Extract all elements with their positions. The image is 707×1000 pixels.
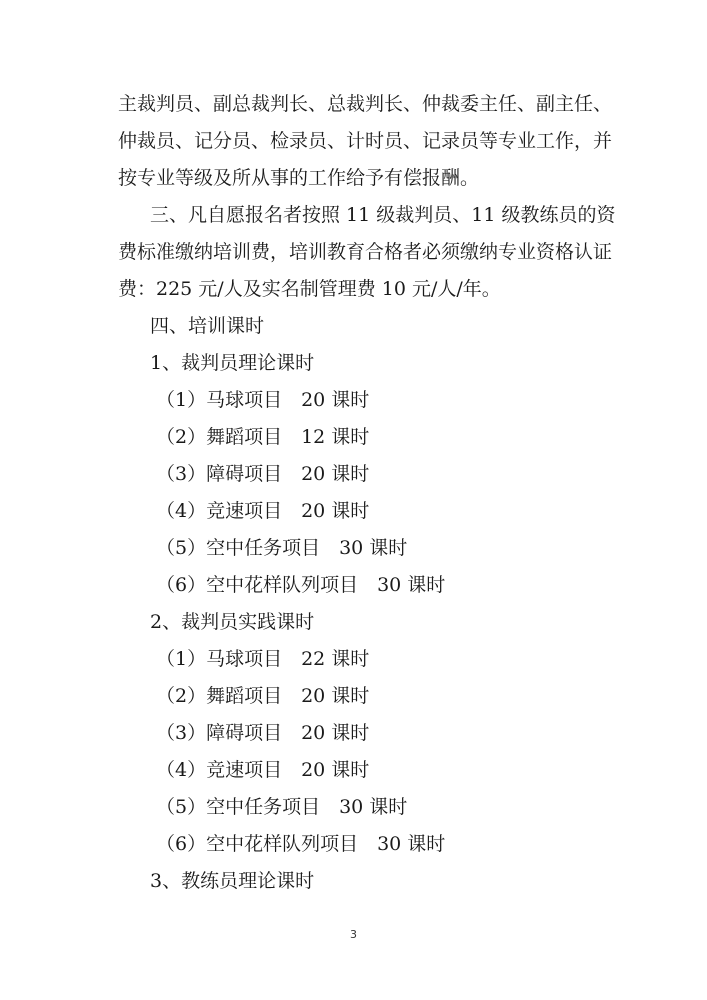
list-item: （5）空中任务项目 30 课时	[156, 537, 408, 559]
subsection-heading: 1、裁判员理论课时	[150, 352, 315, 374]
paragraph-line: 仲裁员、记分员、检录员、计时员、记录员等专业工作，并	[118, 130, 613, 152]
list-item: （4）竞速项目 20 课时	[156, 759, 370, 781]
list-item: （4）竞速项目 20 课时	[156, 500, 370, 522]
list-item: （2）舞蹈项目 20 课时	[156, 685, 370, 707]
list-item: （3）障碍项目 20 课时	[156, 722, 370, 744]
paragraph-line: 按专业等级及所从事的工作给予有偿报酬。	[118, 167, 480, 189]
list-item: （5）空中任务项目 30 课时	[156, 796, 408, 818]
list-item: （6）空中花样队列项目 30 课时	[156, 574, 446, 596]
paragraph-line: 费：225 元/人及实名制管理费 10 元/人/年。	[118, 278, 501, 300]
list-item: （1）马球项目 22 课时	[156, 648, 370, 670]
paragraph-line: 三、凡自愿报名者按照 11 级裁判员、11 级教练员的资	[150, 204, 616, 226]
paragraph-line: 主裁判员、副总裁判长、总裁判长、仲裁委主任、副主任、	[118, 93, 613, 115]
list-item: （3）障碍项目 20 课时	[156, 463, 370, 485]
subsection-heading: 3、教练员理论课时	[150, 870, 315, 892]
list-item: （1）马球项目 20 课时	[156, 389, 370, 411]
paragraph-line: 费标准缴纳培训费，培训教育合格者必须缴纳专业资格认证	[118, 241, 613, 263]
list-item: （2）舞蹈项目 12 课时	[156, 426, 370, 448]
list-item: （6）空中花样队列项目 30 课时	[156, 833, 446, 855]
subsection-heading: 2、裁判员实践课时	[150, 611, 315, 633]
section-heading: 四、培训课时	[150, 315, 265, 337]
page-number: 3	[350, 928, 357, 941]
